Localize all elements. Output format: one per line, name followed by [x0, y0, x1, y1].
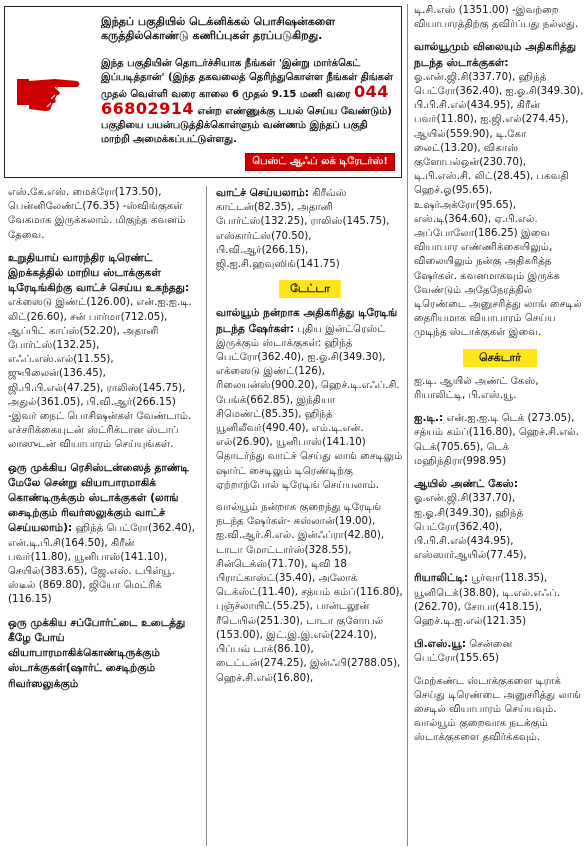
pointing-hand-icon	[15, 65, 83, 115]
col2-para-1-body: கிரீவ்ஸ் காட்டன்(82.35), அதானி போர்ட்ஸ்(132.25), ராலிஸ்(145.75), எஸ்கார்ட்ஸ்(70.50), பி.வி.ஆர்(266.15), ஜி.ஐ.சி.ஹவுஸிங்(141.75)	[216, 188, 390, 271]
col3-para-2-heading: வால்யூமும் விலையும் அதிகரித்து நடந்த ஸ்டாக்குகள்:	[414, 41, 577, 69]
col3-para-8: மேற்கண்ட ஸ்டாக்குகளை டிராக் செய்து டிரெண்டை அனுசரித்து லாங் சைடில் வியாபாரம் செய்யவும். வால்யூம் குறைவாக நடக்கும் ஸ்டாக்குகளை தவிர்க்கவும்.	[414, 675, 582, 744]
col3-para-7-body: சென்னை பெட்ரோ(155.65)	[414, 639, 513, 665]
col1-para-3-heading: ஒரு முக்கிய ரெசிஸ்டன்ஸைத் தாண்டி மேலே சென்று வியாபாரமாகிக் கொண்டிருக்கும் ஸ்டாக்குகள் (லாங் சைடிற்கும் ரிவர்ஸலுக்கும் வாட்ச் செய்யலாம்):	[8, 461, 189, 535]
col3-para-6-body: பூர்வா(118.35), யூனிடெக்(38.80), டி.எல்.எஃப். (262.70), சோபா(418.15), ஹெச்.டி.ஐ.எல்(121.35)	[414, 573, 561, 627]
col3-para-7	[414, 637, 586, 666]
col3-para-5	[414, 477, 586, 563]
col3-para-1: டி.சி.எஸ் (1351.00) -இவற்றை வியாபாரத்திற்கு தவிர்ப்பது நல்லது.	[414, 5, 579, 31]
col3-para-5-body: ஓ.என்.ஜி.சி(337.70), ஐ.ஓ.சி(349.30), ஹிந்த் பெட்ரோ(362.40), பி.பி.சி.எல்(434.95), எஸ்ஸார்ஆயில்(77.45),	[414, 493, 527, 562]
col2-para-3: வால்யூம் நன்றாக குறைந்து டிரேடிங் நடந்த ஷேர்கள்- சுஸ்லான்(19.00), ஐ.வி.ஆர்.சி.எல். இன்ஃப்ரா(42.80), டாடா மோட்டார்ஸ்(328.55), சின்டெக்ஸ்(71.70), டிவி 18 பிராட்காஸ்ட்(35.40), அலோக் டெக்ஸ்ட்(11.40), சத்யம் கம்ப்(116.80), புஞ்ச்லாயிட்(55.25), பான்டலூன் ரீடெயில்(251.30), டாடா குளோபல் (153.00), இட்.இ.இ.எல்(224.10), பிப்பவ் டாக்(86.10), டைட்டன்(274.25), இன்ஃபி(2788.05), ஹெச்.சி.எல்(16.80),	[216, 502, 403, 684]
box-body-post: என்ற எண்ணுக்கு டயல் செய்ய வேண்டும்) பகுதியை பயன்படுத்திக்கொள்ளும் வண்ணம் இந்தப் பகுதி மாற்றி அமைக்கப்பட்டுள்ளது.	[101, 106, 392, 145]
column-divider-1	[206, 186, 207, 846]
col1-para-2	[8, 251, 196, 453]
col3-para-2-body: ஓ.என்.ஜி.சி(337.70), ஹிந்த் பெட்ரோ(362.40), ஐ.ஓ.சி(349.30), பி.பி.சி.எல்(434.95), கிரீன் பவர்(11.80), ஐ.ஜி.எல்(274.45), ஆயில்(559.90), டி.கோ லைட்(13.20), விகாஸ் குளோபல்ஒன்(230.70), டி.பி.எஸ்.சி. லிட்(28.45), பகவதி ஹெச்.ஓ(95.65), உஷர்அக்ரோ(95.65), எஸ்.டி(364.60), ஏ.பி.எல். அப்போலோ(186.25) இவை வியாபார எண்ணிக்கையிலும், விலையிலும் நன்கு அதிகரித்த ஷேர்கள். கவனமாகவும் இருக்க வேண்டும் அதேநேரத்தில் டிரெண்டை அனுசரித்து லாங் சைடில் தைரியமாக வியாபாரம் செய்ய முடிந்த ஸ்டாக்குகள் இவை.	[414, 71, 584, 339]
col1-para-1: எஸ்.கே.எஸ். மைக்ரோ(173.50), பென்னிலேண்ட்(76.35) -ஸ்விங்குகள் வேகமாக இருக்கலாம். மிகுந்த கவனம் தேவை.	[8, 187, 186, 241]
col3-para-4-heading: ஐ.டி.:	[414, 412, 444, 425]
column-2	[216, 186, 404, 694]
column-3	[414, 4, 586, 754]
data-section-tag: டேட்டா	[279, 280, 341, 298]
col3-para-6	[414, 571, 586, 629]
col2-para-2	[216, 306, 404, 493]
col3-para-2	[414, 40, 586, 340]
col3-para-5-heading: ஆயில் அண்ட் கேஸ்:	[414, 478, 519, 491]
col1-para-2-heading: உறுதியாய் வாரந்திர டிரெண்ட் இறக்கத்தில் மாறிய ஸ்டாக்குகள் டிரேடிங்கிற்கு வாட்ச் செய்ய உகந்தது:	[8, 251, 190, 295]
col2-para-1	[216, 186, 404, 272]
col2-para-2-body: புதிய இன்ட்ரெஸ்ட் இருக்கும் ஸ்டாக்குகள்: ஹிந்த் பெட்ரோ(362.40), ஐ.ஓ.சி(349.30), எக்ஸைடு இண்ட்(126), ரிலையன்ஸ்(900.20), ஹெச்.டி.எஃப்.சி. பேங்க்(662.85), இந்தியா சிமெண்ட்(85.35), ஹிந்த் யூனிலீவர்(490.40), எம்.டி.என். எல்(26.90), யூனிபாஸ்(141.10) தொடர்ந்து வாட்ச் செய்து லாங் சைடிலும் ஷார்ட் சைடிலும் டிரெண்டிற்கு ஏற்றாற்போல் டிரேடிங் செய்யலாம்.	[216, 323, 403, 491]
column-1	[8, 186, 196, 700]
column-divider-2	[407, 4, 408, 846]
box-body	[101, 57, 396, 147]
col2-para-2-heading: வால்யூம் நன்றாக அதிகரித்து டிரேடிங் நடந்த ஷேர்கள்:	[216, 307, 398, 335]
box-intro: இந்தப் பகுதியில் டெக்னிக்கல் பொசிஷன்களை கருத்தில்கொண்டு கணிப்புகள் தரப்படுகிறது.	[101, 15, 336, 42]
best-of-luck-stamp: பெஸ்ட் ஆஃப் லக் டிரேடர்ஸ்!	[245, 153, 395, 171]
col3-para-4-body: என்.ஐ.ஐ.டி டெக் (273.05), சத்யம் கம்ப்(116.80), ஹெச்.சி.எல். டெக்(705.65), டெக் மஹிந்திரா(998.95)	[414, 413, 579, 467]
phone-number: 044 66802914	[101, 82, 389, 118]
col3-para-7-heading: பி.எஸ்.யூ:	[414, 638, 467, 651]
col1-para-2-body: எக்ஸைடு இண்ட்(126.00), என்.ஐ.ஐ.டி. லிட்(26.60), சன் பார்மா(712.05), ஆப்பிட் காப்ஸ்(52.20), அதானி போர்ட்ஸ்(132.25), எஃப்.எஸ்.எல்(11.55), ஜுபிலைன்(136.45), ஜி.பி.பி.எல்(47.25), ராலிஸ்(145.75), அதுல்(361.05), பி.வி.ஆர்(266.15) -இவர் நைட் பொசிஷன்கள் வேண்டாம். எச்சரிக்கையுடன் ஸ்ட்ரிக்டான ஸ்டாப் லாஸுடன் வியாபாரம் செய்யுங்கள்.	[8, 297, 192, 451]
col1-para-4-heading: ஒரு முக்கிய சப்போர்ட்டை உடைத்து கீழே போய் வியாபாரமாகிக்கொண்டிருக்கும் ஸ்டாக்குகள்(ஷார்ட் சைடிற்கும் ரிவர்ஸலுக்கும்	[8, 616, 186, 690]
col3-para-4	[414, 411, 586, 469]
col3-para-3: ஐ.டி. ஆயில் அண்ட் கேஸ், ரியாலிட்டி, பி.எஸ்.யூ.	[414, 375, 539, 402]
col1-para-3-body: ஹிந்த் பெட்ரோ(362.40), என்.டி.பி.சி(164.50), கிரீன் பவர்(11.80), யூனிபாஸ்(141.10), செயில்(383.65), ஜே.எஸ். டபிள்யூ. ஸ்டீல் (869.80), ஜியோ மெட்ரிக் (116.15)	[8, 523, 195, 606]
sector-section-tag: செக்டார்	[463, 349, 537, 367]
col2-para-1-heading: வாட்ச் செய்யலாம்:	[216, 187, 310, 199]
info-box	[4, 6, 402, 178]
col1-para-3	[8, 461, 196, 608]
col1-para-4	[8, 616, 196, 692]
col3-para-6-heading: ரியாலிட்டி:	[414, 572, 469, 585]
box-body-pre: இந்த பகுதியின் தொடர்ச்சியாக நீங்கள் 'இன்று மார்க்கெட் இப்படித்தான்' (இந்த தகவலைத் தெரிந்துகொள்ள நீங்கள் திங்கள் முதல் வெள்ளி வரை காலை 6 முதல் 9.15 மணி வரை	[101, 58, 393, 100]
